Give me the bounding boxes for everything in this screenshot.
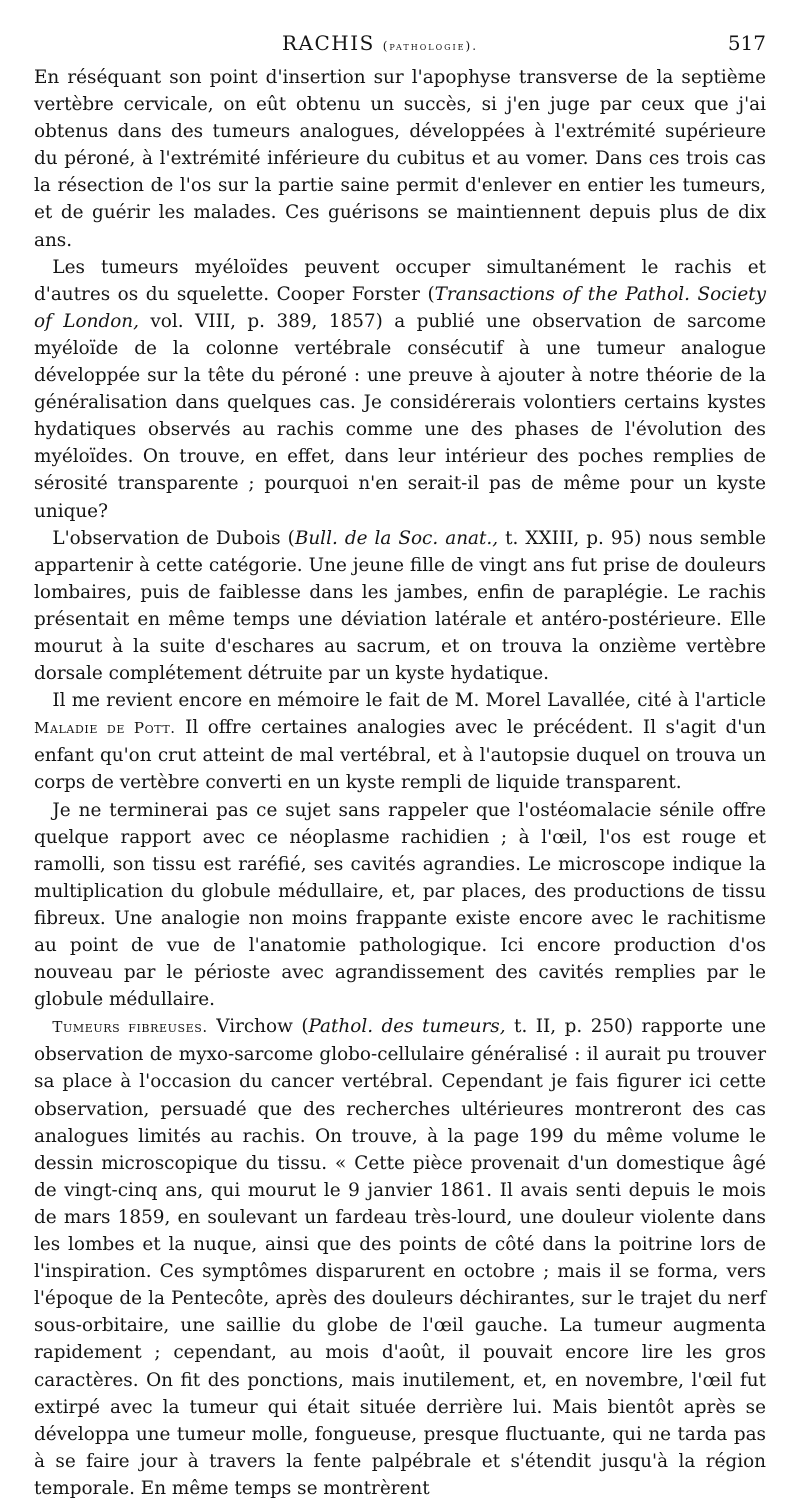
book-page (34, 0, 766, 1498)
body-text (34, 64, 766, 1502)
citation-title: Transactions of the Pathol. Society of London, (34, 283, 766, 332)
paragraph-4 (34, 687, 766, 796)
paragraph-1: En réséquant son point d'insertion sur l'apophyse transverse de la septième vertèbre cervicale, on eût obtenu un succès, si j'en juge par ceux que j'ai obtenus dans des tumeurs analogues, développées à l'extrémité supérieure du péroné, à l'extrémité inférieure du cubitus et au vomer. Dans ces trois cas la résection de l'os sur la partie saine permit d'enlever en entier les tumeurs, et de guérir les malades. Ces guérisons se maintiennent depuis plus de dix ans. (34, 67, 766, 251)
paragraph-4-text-b: Il offre certaines analogies avec le précédent. Il s'agit d'un enfant qu'on crut atteint de mal vertébral, et à l'autopsie duquel on trouva un corps de vertèbre converti en un kyste rempli de liquide transparent. (34, 717, 766, 794)
citation-title: Pathol. des tumeurs, (308, 1016, 506, 1038)
paragraph-6-text-a: Virchow ( (207, 1016, 309, 1038)
paragraph-2-text-b: vol. VIII, p. 389, 1857) a publié une observation de sarcome myéloïde de la colonne vertébrale consécutif à une tumeur analogue développée sur la tête du péroné : une preuve à ajouter à notre théorie de la généralisation dans quelques cas. Je considérerais volontiers certains kystes hydatiques observés au rachis comme une des phases de l'évolution des myéloïdes. On trouve, en effet, dans leur intérieur des poches remplies de sérosité transparente ; pourquoi n'en serait-il pas de même pour un kyste unique? (34, 310, 767, 522)
paragraph-3 (34, 525, 766, 688)
page-header (34, 31, 766, 57)
paragraph-4-text-a: Il me revient encore en mémoire le fait de M. Morel Lavallée, cité à l'article (52, 690, 766, 712)
paragraph-6 (34, 1013, 766, 1502)
running-head-subtitle: (pathologie). (382, 39, 479, 53)
running-head-title: RACHIS (282, 31, 375, 55)
section-heading: Tumeurs fibreuses. (52, 1018, 208, 1037)
paragraph-3-text-a: L'observation de Dubois ( (52, 527, 295, 549)
paragraph-5: Je ne terminerai pas ce sujet sans rappeler que l'ostéomalacie sénile offre quelque rapport avec ce néoplasme rachidien ; à l'œil, l'os est rouge et ramolli, son tissu est raréfié, ses cavités agrandies. Le microscope indique la multiplication du globule médullaire, et, par places, des productions de tissu fibreux. Une analogie non moins frappante existe encore avec le rachitisme au point de vue de l'anatomie pathologique. Ici encore production d'os nouveau par le périoste avec agrandissement des cavités remplies par le globule médullaire. (34, 799, 766, 1011)
paragraph-2-text-a: Les tumeurs myéloïdes peuvent occuper simultanément le rachis et d'autres os du squelette. Cooper Forster ( (34, 256, 766, 305)
paragraph-6-text-b: t. II, p. 250) rapporte une observation de myxo-sarcome globo-cellulaire généralisé : il aurait pu trouver sa place à l'occasion du cancer vertébral. Cependant je fais figurer ici cette observation, persuadé que des recherches ultérieures montreront des cas analogues limités au rachis. On trouve, à la page 199 du même volume le dessin microscopique du tissu. « Cette pièce provenait d'un domestique âgé de vingt-cinq ans, qui mourut le 9 janvier 1861. Il avais senti depuis le mois de mars 1859, en soulevant un fardeau très-lourd, une douleur violente dans les lombes et la nuque, ainsi que des points de côté dans la poitrine lors de l'inspiration. Ces symptômes disparurent en octobre ; mais il se forma, vers l'époque de la Pentecôte, après des douleurs déchirantes, sur le trajet du nerf sous-orbitaire, une saillie du globe de l'œil gauche. La tumeur augmenta rapidement ; cependant, au mois d'août, il pouvait encore lire les gros caractères. On fit des ponctions, mais inutilement, et, en novembre, l'œil fut extirpé avec la tumeur qui était située derrière lui. Mais bientôt après se développa une tumeur molle, fongueuse, presque fluctuante, qui ne tarda pas à se faire jour à travers la fente palpébrale et s'étendit jusqu'à la région temporale. En même temps se montrèrent (34, 1016, 766, 1499)
paragraph-2 (34, 254, 766, 525)
page-number: 517 (727, 31, 766, 55)
paragraph-3-text-b: t. XXIII, p. 95) nous semble appartenir à cette catégorie. Une jeune fille de vingt ans fut prise de douleurs lombaires, puis de faiblesse dans les jambes, enfin de paraplégie. Le rachis présentait en même temps une déviation latérale et antéro-postérieure. Elle mourut à la suite d'eschares au sacrum, et on trouva la onzième vertèbre dorsale complétement détruite par un kyste hydatique. (34, 527, 767, 685)
cross-reference: Maladie de Pott. (34, 719, 176, 738)
running-head (282, 31, 478, 55)
citation-title: Bull. de la Soc. anat., (294, 527, 499, 549)
